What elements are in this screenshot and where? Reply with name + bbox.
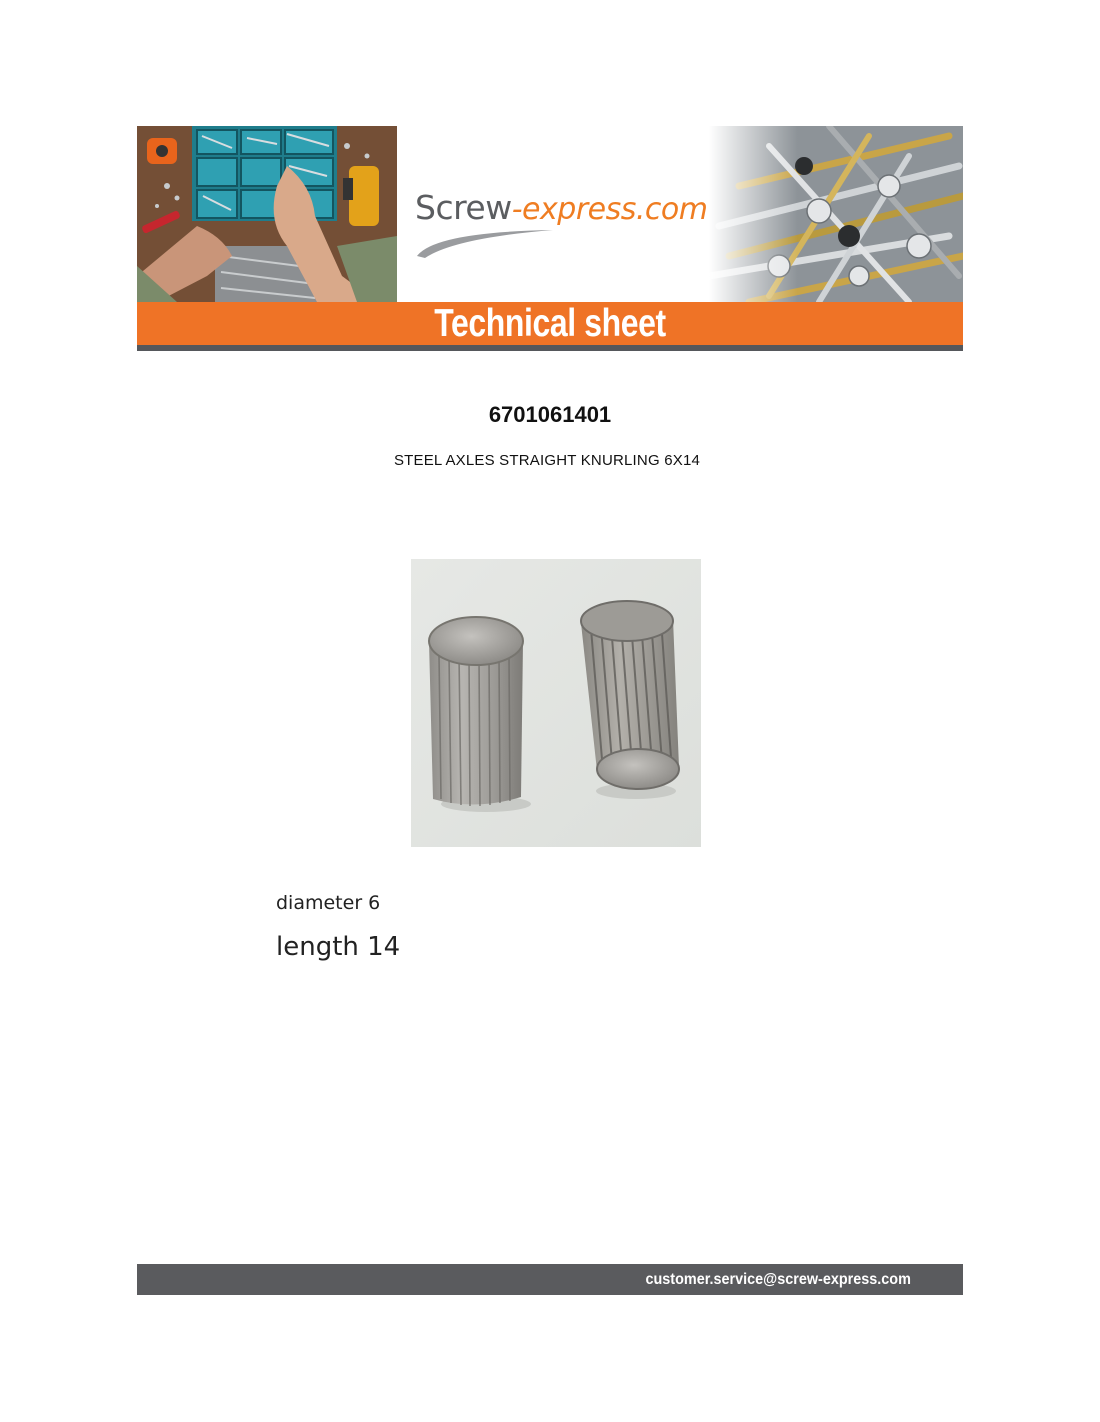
header-banner — [137, 126, 963, 351]
screw-express-logo — [397, 126, 709, 302]
header-divider — [137, 345, 963, 351]
logo-swoosh-icon — [415, 224, 555, 260]
logo-text — [415, 188, 707, 227]
footer-bar — [137, 1264, 963, 1295]
spec-length: length 14 — [276, 932, 401, 962]
customer-service-email[interactable]: customer.service@screw-express.com — [645, 1271, 911, 1288]
sheet-title: Technical sheet — [434, 302, 666, 345]
logo-text-domain: -express.com — [511, 192, 708, 227]
spec-diameter: diameter 6 — [276, 892, 381, 914]
screws-photo — [709, 126, 963, 302]
product-photo — [411, 559, 701, 847]
workshop-photo — [137, 126, 397, 302]
title-bar — [137, 302, 963, 345]
product-code: 6701061401 — [488, 402, 612, 427]
product-name: STEEL AXLES STRAIGHT KNURLING 6X14 — [393, 452, 701, 469]
logo-text-screw: Screw — [415, 188, 512, 227]
